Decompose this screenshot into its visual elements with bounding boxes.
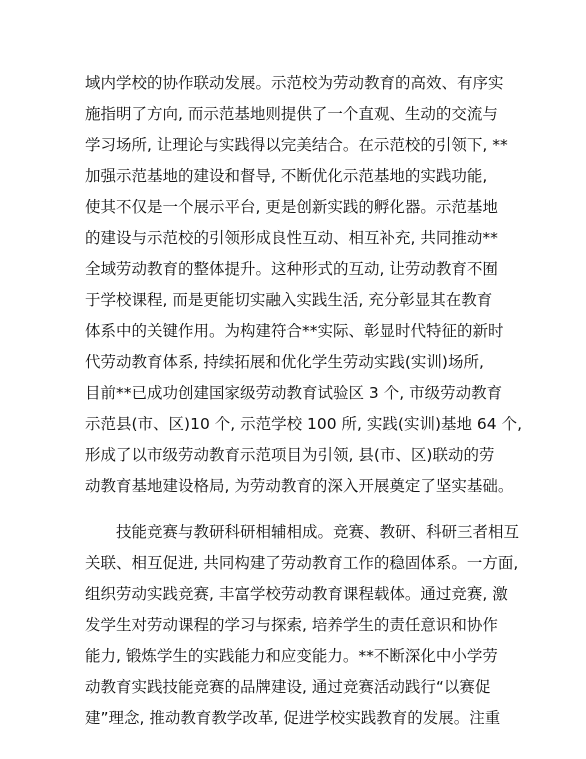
text-line: 使其不仅是一个展示平台, 更是创新实践的孵化器。示范基地 (85, 198, 498, 216)
text-line: 的建设与示范校的引领形成良性互动、相互补充, 共同推动** (85, 229, 498, 247)
text-line: 施指明了方向, 而示范基地则提供了一个直观、生动的交流与 (85, 105, 498, 123)
text-line: 关联、相互促进, 共同构建了劳动教育工作的稳固体系。一方面, (85, 554, 519, 572)
text-line: 动教育实践技能竞赛的品牌建设, 通过竞赛活动践行“以赛促 (85, 678, 491, 696)
text-line: 全域劳动教育的整体提升。这种形式的互动, 让劳动教育不囿 (85, 260, 498, 278)
text-line: 发学生对劳动课程的学习与探索, 培养学生的责任意识和协作 (85, 616, 498, 634)
text-line: 学习场所, 让理论与实践得以完美结合。在示范校的引领下, ** (85, 136, 508, 154)
text-line: 体系中的关键作用。为构建符合**实际、彰显时代特征的新时 (85, 322, 504, 340)
text-line: 建”理念, 推动教育教学改革, 促进学校实践教育的发展。注重 (85, 709, 501, 727)
text-line: 加强示范基地的建设和督导, 不断优化示范基地的实践功能, (85, 167, 488, 185)
text-line: 代劳动教育体系, 持续拓展和优化学生劳动实践(实训)场所, (85, 353, 484, 371)
text-line: 示范县(市、区)10 个, 示范学校 100 所, 实践(实训)基地 64 个, (85, 415, 522, 433)
text-line: 技能竞赛与教研科研相辅相成。竞赛、教研、科研三者相互 (116, 523, 520, 541)
text-line: 于学校课程, 而是更能切实融入实践生活, 充分彰显其在教育 (85, 291, 493, 309)
text-line: 目前**已成功创建国家级劳动教育试验区 3 个, 市级劳动教育 (85, 384, 503, 402)
text-line: 动教育基地建设格局, 为劳动教育的深入开展奠定了坚实基础。 (85, 477, 514, 495)
text-line: 形成了以市级劳动教育示范项目为引领, 县(市、区)联动的劳 (85, 446, 495, 464)
text-line: 组织劳动实践竞赛, 丰富学校劳动教育课程载体。通过竞赛, 激 (85, 585, 508, 603)
text-line: 能力, 锻炼学生的实践能力和应变能力。**不断深化中小学劳 (85, 647, 498, 665)
text-line: 域内学校的协作联动发展。示范校为劳动教育的高效、有序实 (85, 74, 504, 92)
